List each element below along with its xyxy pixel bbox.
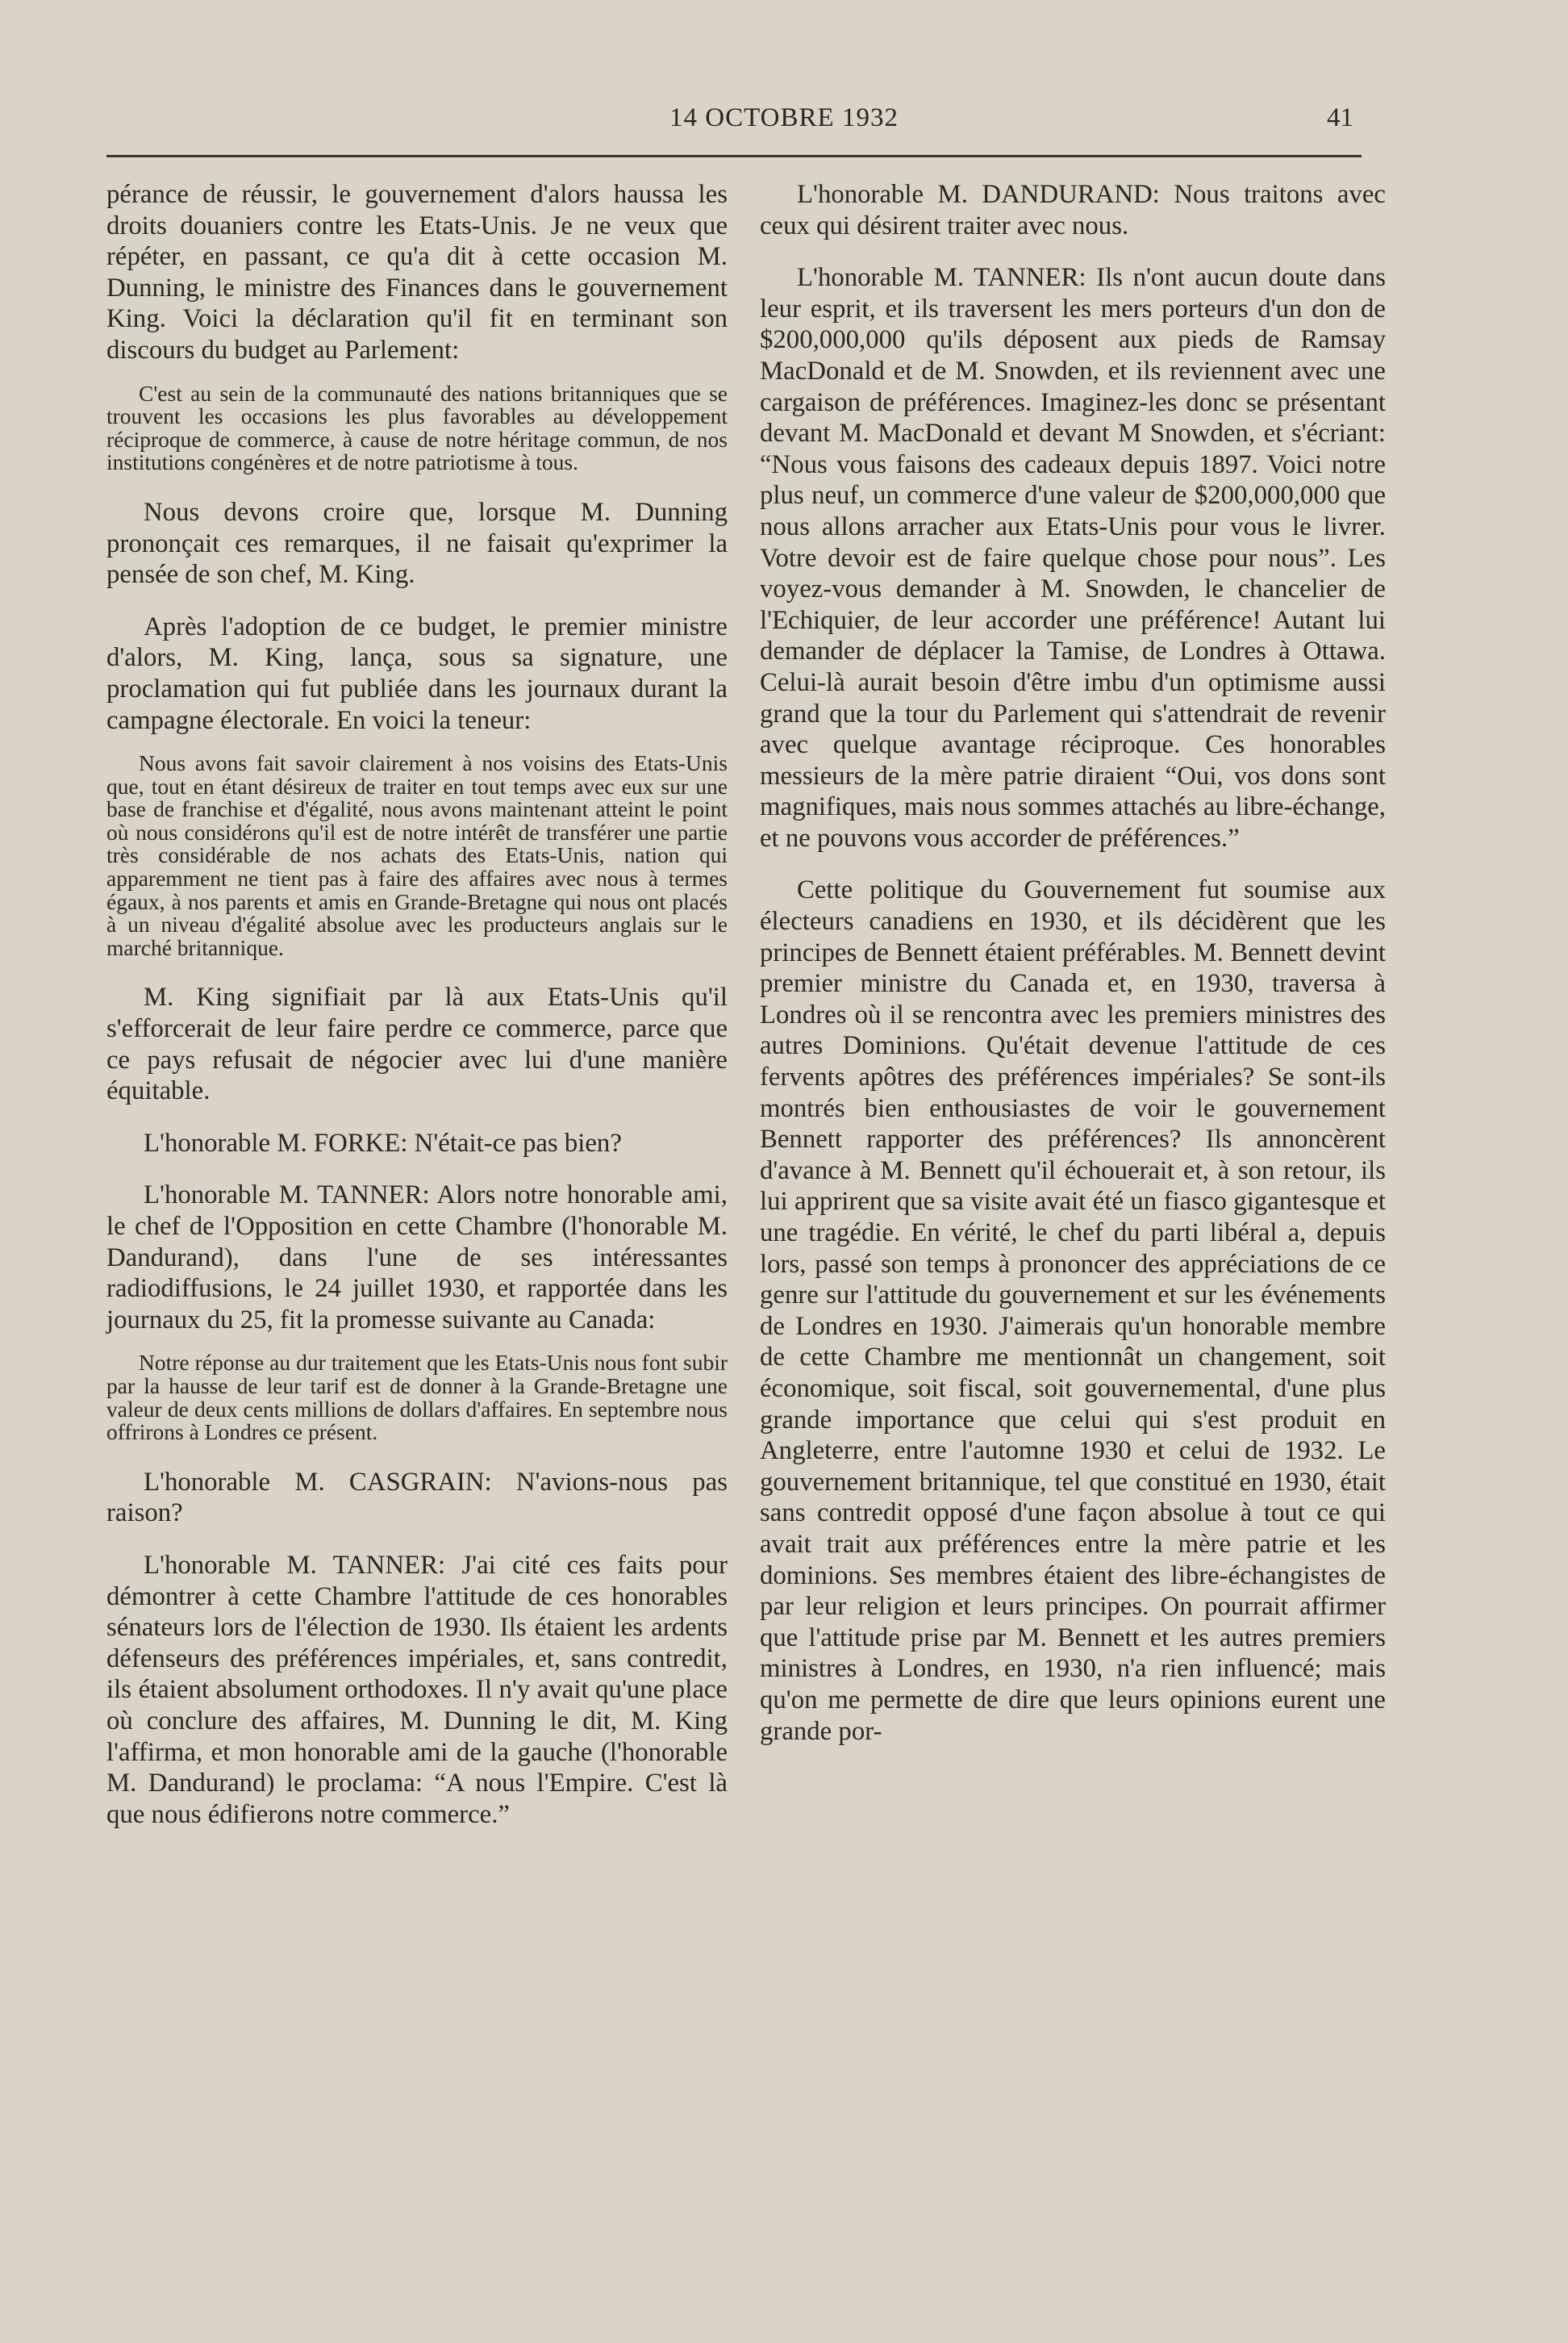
page-header-date: 14 OCTOBRE 1932 [669, 103, 899, 132]
paragraph: pérance de réussir, le gouvernement d'alors haussa les droits douaniers contre les Etats-Unis. Je ne veux que répéter, en passant, ce qu'a dit à cette occasion M. Dunning, le ministre des Finances dans le gouvernement King. Voici la déclaration qu'il fit en terminant son discours du budget au Parlement: [106, 180, 728, 365]
quotation: Nous avons fait savoir clairement à nos voisins des Etats-Unis que, tout en étant désireux de traiter en tout temps avec eux sur une base de franchise et d'égalité, nous avons maintenant atteint le point où nous considérons qu'il est de notre intérêt de transférer une partie très considérable de nos achats des Etats-Unis, nation qui apparemment ne tient pas à faire des affaires avec nous à termes égaux, à nos parents et amis en Grande-Bretagne qui nous ont placés à un niveau d'égalité absolue avec les producteurs anglais sur le marché britannique. [106, 750, 728, 960]
speaker-paragraph: L'honorable M. FORKE: N'était-ce pas bien? [144, 1128, 622, 1158]
page-number: 41 [1327, 103, 1353, 132]
speaker-paragraph: L'honorable M. CASGRAIN: N'avions-nous pas raison? [106, 1467, 728, 1528]
speaker-paragraph: L'honorable M. TANNER: J'ai cité ces faits pour démontrer à cette Chambre l'attitude de ces honorables sénateurs lors de l'élection de 1930. Ils étaient les ardents défenseurs des préférences impériales, et, sans contredit, ils étaient absolument orthodoxes. Il n'y avait qu'une place où conclure des affaires, M. Dunning le dit, M. King l'affirma, et mon honorable ami de la gauche (l'honorable M. Dandurand) le proclama: “A nous l'Empire. C'est là que nous édifierons notre commerce.” [106, 1550, 728, 1829]
left-column [106, 179, 728, 1851]
header-rule [106, 155, 1362, 157]
speaker-paragraph: L'honorable M. DANDURAND: Nous traitons avec ceux qui désirent traiter avec nous. [760, 180, 1386, 240]
quotation: Notre réponse au dur traitement que les Etats-Unis nous font subir par la hausse de leur tarif est de donner à la Grande-Bretagne une valeur de deux cents millions de dollars d'affaires. En septembre nous offrirons à Londres ce présent. [106, 1350, 728, 1445]
speaker-paragraph: L'honorable M. TANNER: Ils n'ont aucun doute dans leur esprit, et ils traversent les mers porteurs d'un don de $200,000,000 qu'ils déposent aux pieds de Ramsay MacDonald et de M. Snowden, et ils reviennent avec une cargaison de préférences. Imaginez-les donc se présentant devant M. MacDonald et devant M Snowden, et s'écriant: “Nous vous faisons des cadeaux depuis 1897. Voici notre plus neuf, un commerce d'une valeur de $200,000,000 que nous allons arracher aux Etats-Unis pour vous le livrer. Votre devoir est de faire quelque chose pour nous”. Les voyez-vous demander à M. Snowden, le chancelier de l'Echiquier, de leur accorder une préférence! Autant lui demander de déplacer la Tamise, de Londres à Ottawa. Celui-là aurait besoin d'être imbu d'un optimisme aussi grand que la tour du Parlement qui s'attendrait de revenir avec quelque avantage réciproque. Ces honorables messieurs de la mère patrie diraient “Oui, vos dons sont magnifiques, mais nous sommes attachés au libre-échange, et ne pouvons vous accorder de préférences.” [760, 263, 1386, 853]
paragraph: Après l'adoption de ce budget, le premier ministre d'alors, M. King, lança, sous sa signature, une proclamation qui fut publiée dans les journaux durant la campagne électorale. En voici la teneur: [106, 612, 728, 735]
right-column [760, 179, 1386, 1768]
speaker-paragraph: L'honorable M. TANNER: Alors notre honorable ami, le chef de l'Opposition en cette Chambre (l'honorable M. Dandurand), dans l'une de ses intéressantes radiodiffusions, le 24 juillet 1930, et rapportée dans les journaux du 25, fit la promesse suivante au Canada: [106, 1180, 728, 1334]
paragraph: Cette politique du Gouvernement fut soumise aux électeurs canadiens en 1930, et ils décidèrent que les principes de Bennett étaient préférables. M. Bennett devint premier ministre du Canada et, en 1930, traversa à Londres où il se rencontra avec les premiers ministres des autres Dominions. Qu'était devenue l'attitude de ces fervents apôtres des préférences impériales? Se sont-ils montrés bien enthousiastes de voir le gouvernement Bennett rapporter des préférences? Ils annoncèrent d'avance à M. Bennett qu'il échouerait et, à son retour, ils lui apprirent que sa visite avait été un fiasco gigantesque et une tragédie. En vérité, le chef du parti libéral a, depuis lors, passé son temps à prononcer des appréciations de ce genre sur l'attitude du gouvernement et sur les événements de Londres en 1930. J'aimerais qu'un honorable membre de cette Chambre me mentionnât un changement, soit économique, soit fiscal, soit gouvernemental, d'une plus grande importance que celui qui s'est produit en Angleterre, entre l'automne 1930 et celui de 1932. Le gouvernement britannique, tel que constitué en 1930, était sans contredit opposé d'une façon absolue à tout ce qui avait trait aux préférences entre la mère patrie et les dominions. Ses membres étaient des libre-échangistes de par leur religion et leurs principes. On pourrait affirmer que l'attitude prise par M. Bennett et les autres premiers ministres à Londres, en 1930, n'a rien influencé; mais qu'on me permette de dire que leurs opinions eurent une grande por- [760, 875, 1386, 1746]
paragraph: M. King signifiait par là aux Etats-Unis qu'il s'efforcerait de leur faire perdre ce commerce, parce que ce pays refusait de négocier avec lui d'une manière équitable. [106, 983, 728, 1106]
quotation: C'est au sein de la communauté des nations britanniques que se trouvent les occasions les plus favorables au développement réciproque de commerce, à cause de notre héritage commun, de nos institutions congénères et de notre patriotisme à tous. [106, 380, 728, 475]
paragraph: Nous devons croire que, lorsque M. Dunning prononçait ces remarques, il ne faisait qu'exprimer la pensée de son chef, M. King. [106, 497, 728, 590]
